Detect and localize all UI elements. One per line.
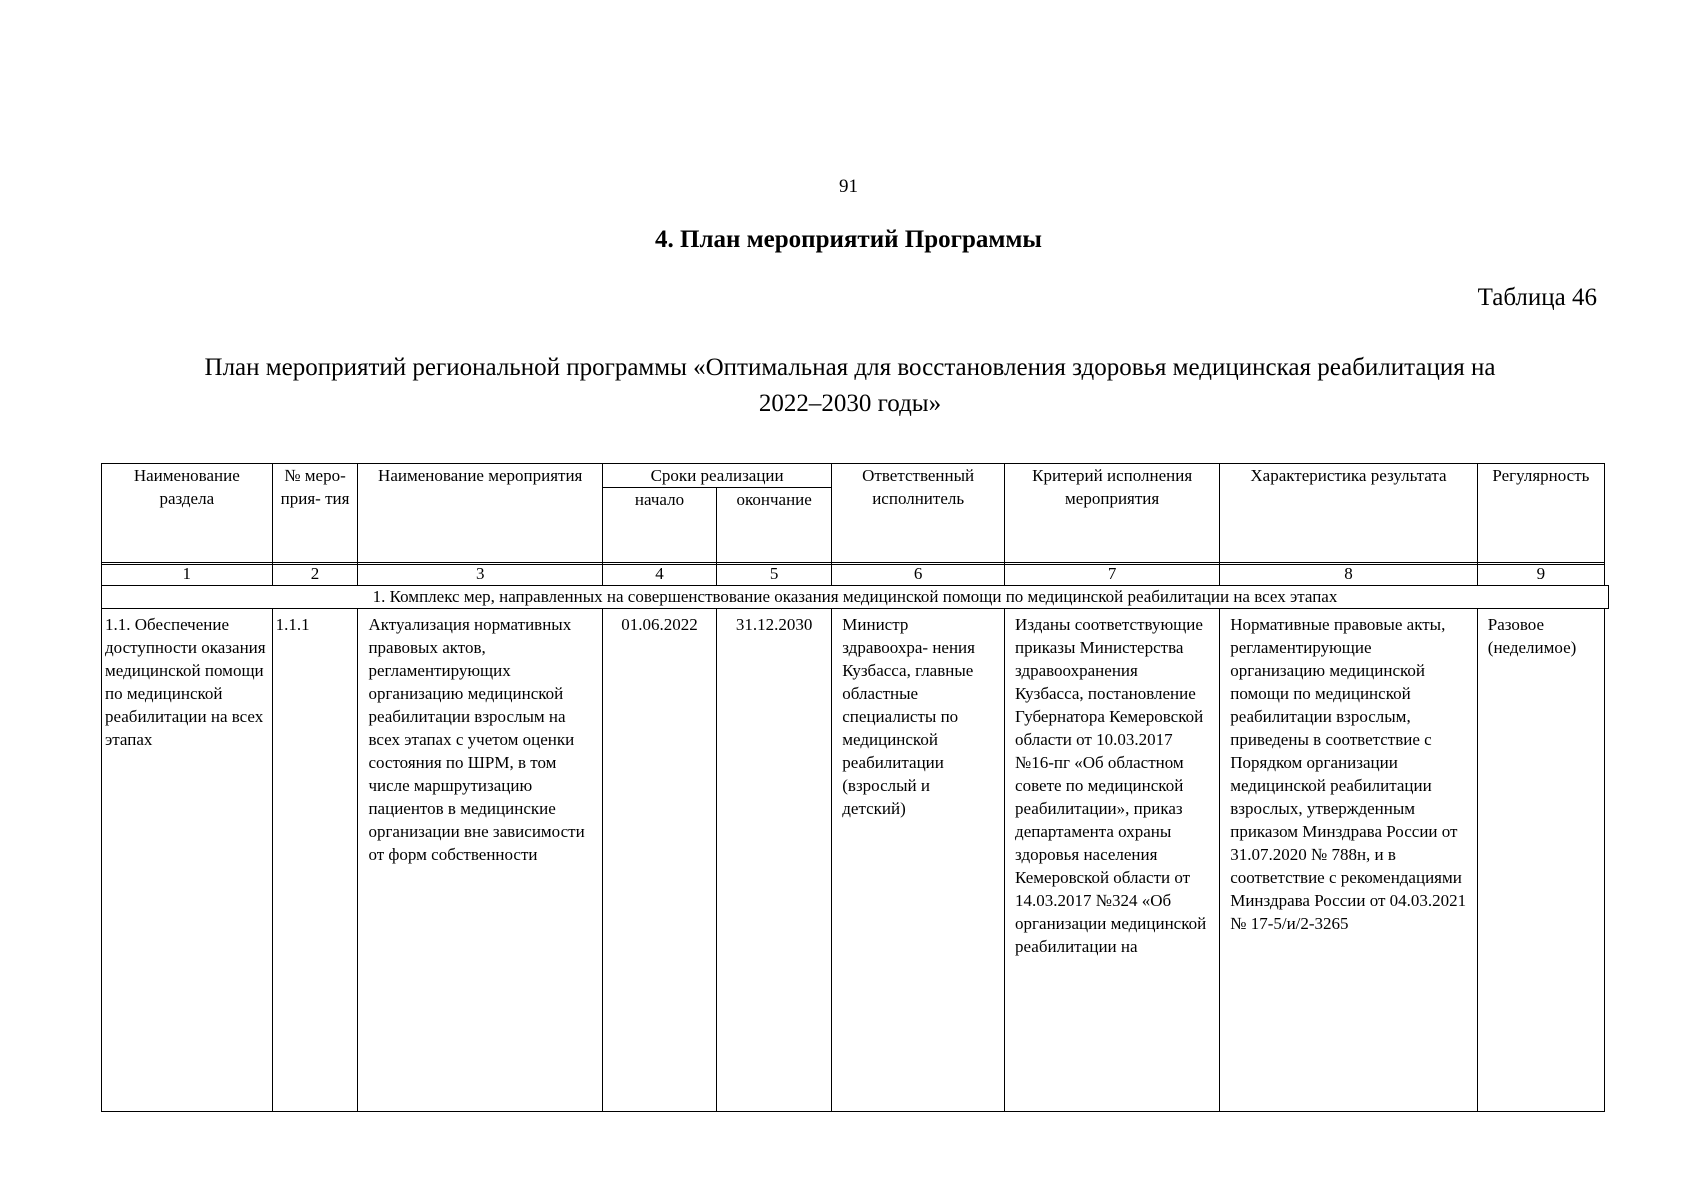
- table-row: [102, 609, 1605, 1112]
- column-number: 1: [102, 563, 273, 586]
- table-label: Таблица 46: [1477, 284, 1597, 311]
- cell-regularity: Разовое (неделимое): [1477, 609, 1604, 1112]
- cell-activity: Актуализация нормативных правовых актов, регламентирующих организацию медицинской реабилитации взрослым на всех этапах с учетом оценки состояния по ШРМ, в том числе маршрутизацию пациентов в медицинские организации вне зависимости от форм собственности: [358, 609, 603, 1112]
- column-number: 8: [1220, 563, 1478, 586]
- plan-title: [100, 350, 1600, 422]
- header-regularity: Регулярность: [1477, 464, 1604, 565]
- header-section-name: Наименование раздела: [102, 464, 273, 565]
- cell-start: 01.06.2022: [602, 609, 716, 1112]
- column-number: 7: [1005, 563, 1220, 586]
- header-activity-number: № меро- прия- тия: [272, 464, 358, 565]
- column-number: 3: [358, 563, 603, 586]
- plan-title-line-1: План мероприятий региональной программы «Оптимальная для восстановления здоровья медицинская реабилитация на: [204, 354, 1496, 381]
- column-number: 6: [832, 563, 1005, 586]
- plan-title-line-2: 2022–2030 годы»: [758, 390, 942, 417]
- column-number: 9: [1477, 563, 1604, 586]
- header-start: начало: [602, 488, 716, 565]
- section-row-text: 1. Комплекс мер, направленных на совершенствование оказания медицинской помощи по медицинской реабилитации на всех этапах: [102, 586, 1609, 609]
- header-responsible: Ответственный исполнитель: [832, 464, 1005, 565]
- cell-responsible: Министр здравоохра- нения Кузбасса, главные областные специалисты по медицинской реабилитации (взрослый и детский): [832, 609, 1005, 1112]
- column-number: 2: [272, 563, 358, 586]
- cell-criterion: Изданы соответствующие приказы Министерства здравоохранения Кузбасса, постановление Губернатора Кемеровской области от 10.03.2017 №16-пг «Об областном совете по медицинской реабилитации», приказ департамента охраны здоровья населения Кемеровской области от 14.03.2017 №324 «Об организации медицинской реабилитации на: [1005, 609, 1220, 1112]
- column-number: 5: [717, 563, 832, 586]
- plan-table-body: [101, 608, 1605, 1112]
- header-activity-name: Наименование мероприятия: [358, 464, 603, 565]
- header-criterion: Критерий исполнения мероприятия: [1005, 464, 1220, 565]
- page-number: 91: [839, 176, 858, 197]
- header-implementation-terms: Сроки реализации: [602, 464, 831, 488]
- header-result: Характеристика результата: [1220, 464, 1478, 565]
- cell-end: 31.12.2030: [717, 609, 832, 1112]
- column-numbers-row: [101, 562, 1605, 586]
- section-row: [101, 585, 1609, 609]
- header-end: окончание: [717, 488, 832, 565]
- section-title: 4. План мероприятий Программы: [655, 226, 1042, 253]
- table-header: [101, 463, 1605, 565]
- column-number: 4: [602, 563, 716, 586]
- cell-result: Нормативные правовые акты, регламентирующие организацию медицинской помощи по медицинской реабилитации взрослым, приведены в соответствие с Порядком организации медицинской реабилитации взрослых, утвержденным приказом Минздрава России от 31.07.2020 № 788н, и в соответствие с рекомендациями Минздрава России от 04.03.2021 № 17-5/и/2-3265: [1220, 609, 1478, 1112]
- cell-section: 1.1. Обеспечение доступности оказания медицинской помощи по медицинской реабилитации на всех этапах: [102, 609, 273, 1112]
- cell-number: 1.1.1: [272, 609, 358, 1112]
